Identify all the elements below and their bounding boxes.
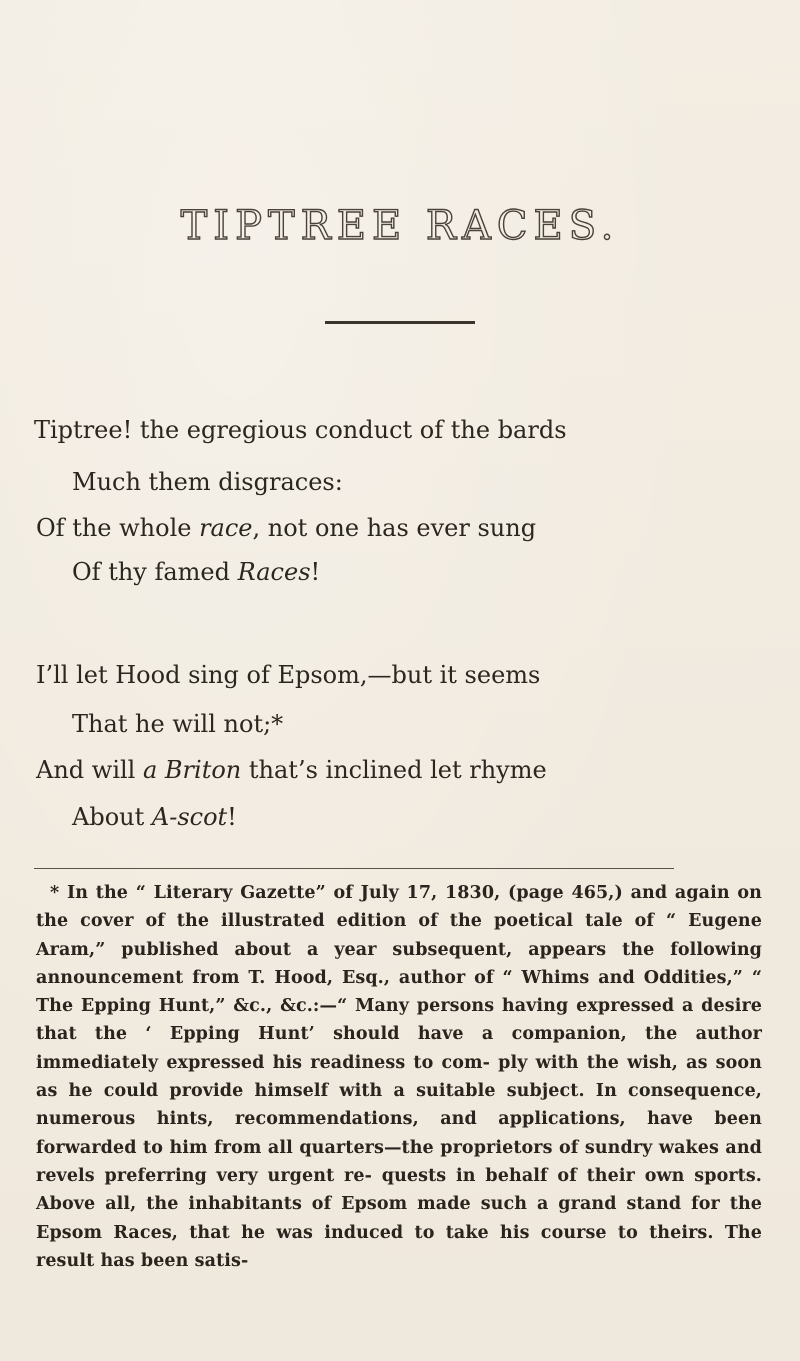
verse-line	[34, 418, 567, 442]
verse-line	[36, 516, 536, 540]
verse-line	[72, 470, 343, 494]
verse-text-pre: And will	[36, 756, 143, 784]
verse-text-italic: A-scot	[151, 803, 228, 831]
verse-text: That he will not;*	[72, 710, 284, 738]
page-title: TIPTREE RACES.	[180, 203, 620, 249]
verse-line	[72, 560, 320, 584]
verse-text-italic: race	[199, 514, 253, 542]
verse-line	[36, 663, 540, 687]
footnote-divider	[34, 868, 674, 869]
verse-text-pre: Of the whole	[36, 514, 200, 542]
verse-text: I’ll let Hood sing of Epsom,—but it seems	[36, 661, 541, 689]
verse-text-post: !	[310, 558, 321, 586]
verse-line	[72, 712, 283, 736]
verse-text-post: , not one has ever sung	[252, 514, 537, 542]
verse-text-pre: About	[72, 803, 152, 831]
verse-text-italic: a Briton	[142, 756, 242, 784]
footnote-text: * In the “ Literary Gazette” of July 17, 1830, (page 465,) and again on the cover of the illustrated edition of the poetical tale of “ Eugene Aram,” published about a year subsequent, appears the following announcement from T. Hood, Esq., author of “ Whims and Oddities,” “ The Epping Hunt,” &c., &c.:—“ Many persons having expressed a desire that the ‘ Epping Hunt’ should have a companion, the author immediately expressed his readiness to com- ply with the wish, as soon as he could provide himself with a suitable subject. In consequence, numerous hints, recommendations, and applications, have been forwarded to him from all quarters—the proprietors of sundry wakes and revels preferring very urgent re- quests in behalf of their own sports. Above all, the inhabitants of Epsom made such a grand stand for the Epsom Races, that he was induced to take his course to theirs. The result has been satis-	[36, 883, 762, 1271]
verse-text: Much them disgraces:	[72, 468, 343, 496]
verse-text-post: !	[227, 803, 237, 831]
verse-text-post: that’s inclined let rhyme	[241, 756, 547, 784]
verse-line	[72, 805, 237, 829]
verse-text: Tiptree! the egregious conduct of the bards	[34, 416, 567, 444]
title-divider	[325, 321, 475, 324]
verse-text-italic: Races	[237, 558, 311, 586]
verse-line	[36, 758, 547, 782]
footnote	[36, 879, 762, 1275]
verse-text-pre: Of thy famed	[72, 558, 238, 586]
